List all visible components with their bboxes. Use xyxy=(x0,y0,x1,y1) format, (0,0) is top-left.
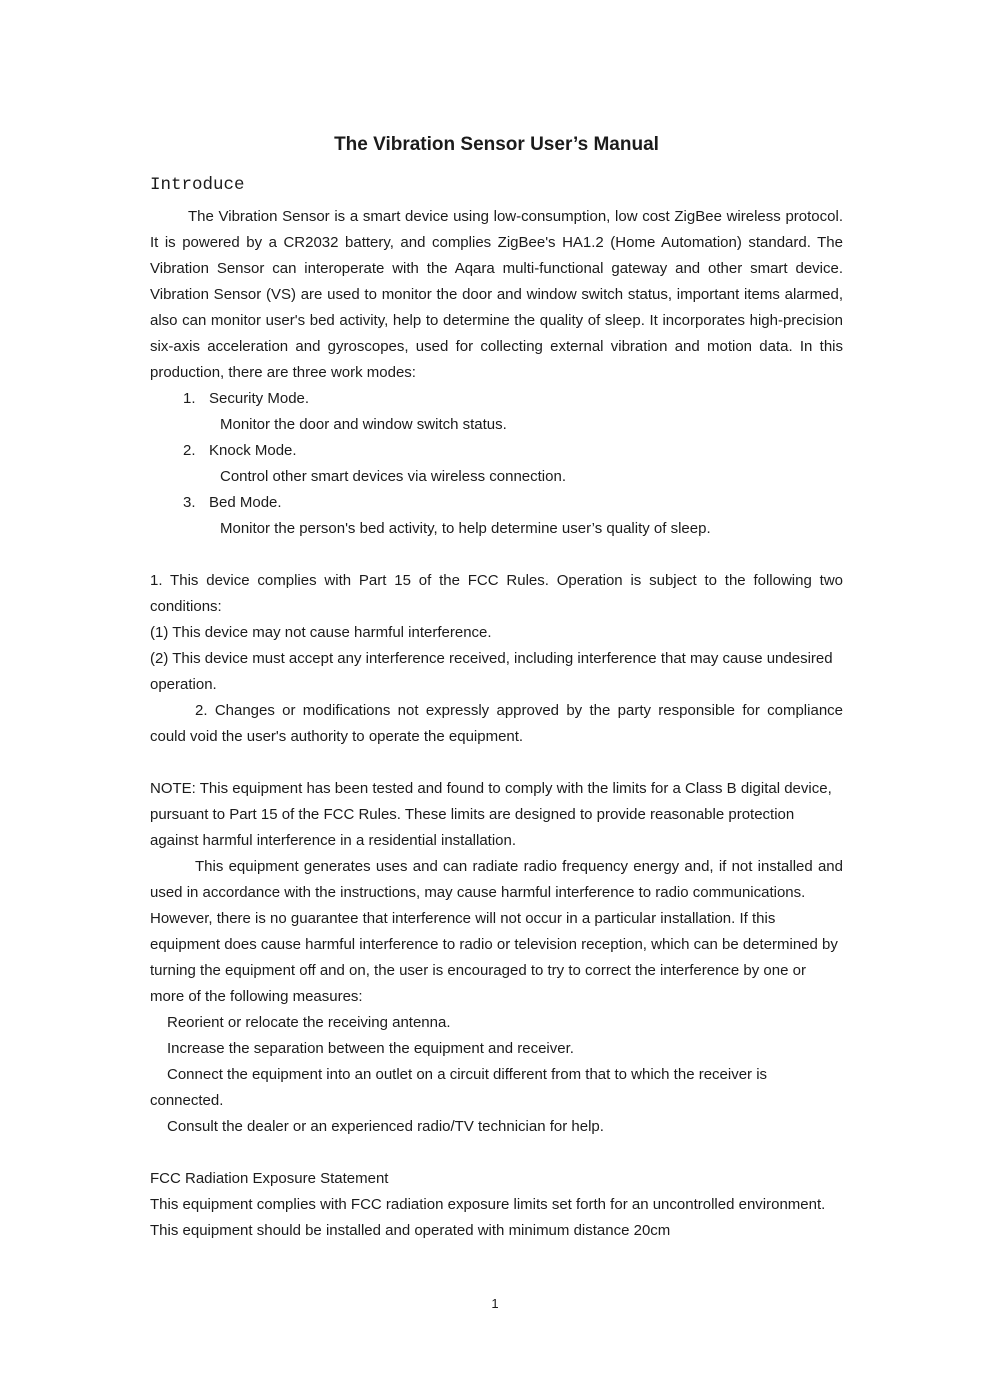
mode-item-security-label: Security Mode. xyxy=(209,390,310,407)
fcc-exposure-heading: FCC Radiation Exposure Statement xyxy=(150,1170,389,1187)
mode-item-security-number: 1. xyxy=(183,390,196,407)
page-number: 1 xyxy=(491,1296,499,1311)
mode-item-bed-number: 3. xyxy=(183,494,196,511)
fcc-measure-connect: Connect the equipment into an outlet on a circuit different from that to which the receiver is connected. xyxy=(150,1066,768,1109)
fcc-measure-consult: Consult the dealer or an experienced radio/TV technician for help. xyxy=(167,1118,604,1135)
mode-item-knock-number: 2. xyxy=(183,442,196,459)
fcc-note-paragraph: NOTE: This equipment has been tested and found to comply with the limits for a Class B digital device, pursuant to Part 15 of the FCC Rules. These limits are designed to provide reasonable protection against harmful interference in a residential installation. xyxy=(150,780,832,849)
fcc-measure-increase: Increase the separation between the equipment and receiver. xyxy=(167,1040,574,1057)
mode-item-bed xyxy=(150,490,843,516)
mode-item-knock-label: Knock Mode. xyxy=(209,442,297,459)
section-heading-introduce: Introduce xyxy=(150,175,245,195)
mode-item-security-description: Monitor the door and window switch status. xyxy=(220,416,507,433)
fcc-generates-paragraph: This equipment generates uses and can radiate radio frequency energy and, if not installed and used in accordance with the instructions, may cause harmful interference to radio communications. xyxy=(150,858,843,901)
fcc-part15-paragraph: 1. This device complies with Part 15 of the FCC Rules. Operation is subject to the following two conditions: xyxy=(150,572,843,615)
fcc-measure-reorient: Reorient or relocate the receiving antenna. xyxy=(167,1014,451,1031)
intro-paragraph: The Vibration Sensor is a smart device using low-consumption, low cost ZigBee wireless protocol. It is powered by a CR2032 battery, and complies ZigBee's HA1.2 (Home Automation) standard. The Vibration Sensor can interoperate with the Aqara multi-functional gateway and other smart device. Vibration Sensor (VS) are used to monitor the door and window switch status, important items alarmed, also can monitor user's bed activity, help to determine the quality of sleep. It incorporates high-precision six-axis acceleration and gyroscopes, used for collecting external vibration and motion data. In this production, there are three work modes: xyxy=(150,208,843,381)
document-title: The Vibration Sensor User’s Manual xyxy=(334,134,659,155)
document-content xyxy=(150,132,843,1244)
mode-item-security xyxy=(150,386,843,412)
mode-item-bed-label: Bed Mode. xyxy=(209,494,282,511)
fcc-however-paragraph: However, there is no guarantee that interference will not occur in a particular installation. If this equipment does cause harmful interference to radio or television reception, which can be determined by turning the equipment off and on, the user is encouraged to try to correct the interference by one or more of the following measures: xyxy=(150,910,838,1005)
mode-item-knock-description: Control other smart devices via wireless connection. xyxy=(220,468,566,485)
fcc-changes-paragraph: 2. Changes or modifications not expressly approved by the party responsible for compliance could void the user's authority to operate the equipment. xyxy=(150,702,843,745)
mode-item-knock xyxy=(150,438,843,464)
fcc-condition-2: (2) This device must accept any interference received, including interference that may cause undesired operation. xyxy=(150,650,833,693)
fcc-condition-1: (1) This device may not cause harmful interference. xyxy=(150,624,492,641)
fcc-exposure-paragraph: This equipment complies with FCC radiation exposure limits set forth for an uncontrolled environment. This equipment should be installed and operated with minimum distance 20cm xyxy=(150,1196,826,1239)
mode-item-bed-description: Monitor the person's bed activity, to help determine user’s quality of sleep. xyxy=(220,520,711,537)
